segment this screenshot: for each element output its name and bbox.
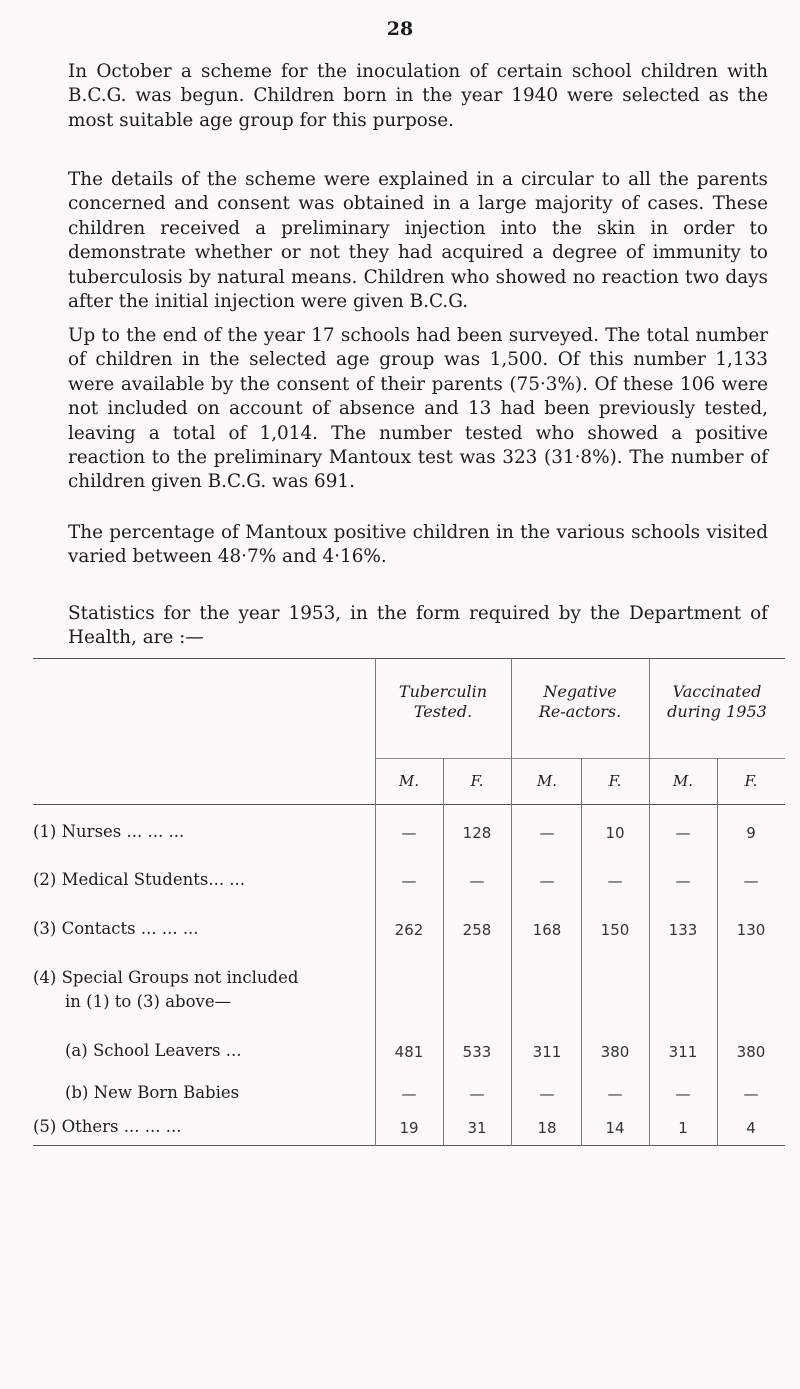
table-cell: 133 <box>668 921 698 939</box>
row-label-others: (5) Others ... ... ... <box>33 1117 182 1136</box>
table-cell: — <box>607 872 623 890</box>
table-top-rule <box>33 658 785 659</box>
table-cell: — <box>539 824 555 842</box>
header-line: Tested. <box>413 702 473 721</box>
row-label-special-groups: (4) Special Groups not included <box>33 968 299 987</box>
table-cell: — <box>539 1085 555 1103</box>
table-cell: 311 <box>668 1043 698 1061</box>
table-bottom-rule <box>33 1145 785 1146</box>
paragraph-inoculation-scheme: In October a scheme for the inoculation of certain school children with B.C.G. was begun. Children born in the year 1940 were selected as the most suitable age group for this purpose. <box>68 61 768 131</box>
row-label-nurses: (1) Nurses ... ... ... <box>33 822 185 841</box>
table-cell: — <box>401 872 417 890</box>
header-line: Negative <box>543 682 617 701</box>
paragraph-mantoux-percentage: The percentage of Mantoux positive children in the various schools visited varied between 48·7% and 4·16%. <box>68 522 768 568</box>
table-cell: — <box>607 1085 623 1103</box>
table-cell: — <box>401 824 417 842</box>
table-cell: 481 <box>394 1043 424 1061</box>
table-cell: 128 <box>462 824 492 842</box>
paragraph-statistics-intro: Statistics for the year 1953, in the form required by the Department of Health, are :— <box>68 603 768 649</box>
statistics-table <box>33 658 785 1137</box>
table-cell: — <box>539 872 555 890</box>
table-divider <box>649 658 650 1146</box>
header-tuberculin-tested <box>375 682 511 722</box>
table-cell: 9 <box>746 824 756 842</box>
row-label-medical-students: (2) Medical Students... ... <box>33 870 246 889</box>
table-cell: — <box>469 1085 485 1103</box>
table-divider <box>511 658 512 1146</box>
row-label-contacts: (3) Contacts ... ... ... <box>33 919 199 938</box>
subheader-female: F. <box>470 772 484 790</box>
table-cell: 380 <box>600 1043 630 1061</box>
table-cell: — <box>743 1085 759 1103</box>
table-cell: 18 <box>537 1119 557 1137</box>
header-line: Re-actors. <box>538 702 622 721</box>
table-cell: 258 <box>462 921 492 939</box>
header-line: Vaccinated <box>672 682 762 701</box>
table-cell: 380 <box>736 1043 766 1061</box>
table-divider <box>717 758 718 1146</box>
table-header-rule <box>33 804 785 805</box>
table-cell: 168 <box>532 921 562 939</box>
table-cell: — <box>401 1085 417 1103</box>
table-divider <box>581 758 582 1146</box>
table-cell: 130 <box>736 921 766 939</box>
subheader-female: F. <box>608 772 622 790</box>
row-label-special-groups-cont: in (1) to (3) above— <box>65 992 232 1011</box>
table-divider <box>375 658 376 1146</box>
table-cell: 10 <box>605 824 625 842</box>
header-line: during 1953 <box>667 702 767 721</box>
subheader-male: M. <box>672 772 694 790</box>
row-label-school-leavers: (a) School Leavers ... <box>65 1041 242 1060</box>
header-negative-reactors <box>511 682 649 722</box>
table-cell: 14 <box>605 1119 625 1137</box>
table-cell: — <box>675 872 691 890</box>
table-cell: — <box>675 1085 691 1103</box>
table-cell: 262 <box>394 921 424 939</box>
row-label-new-born-babies: (b) New Born Babies <box>65 1083 240 1102</box>
table-cell: 533 <box>462 1043 492 1061</box>
table-divider <box>443 758 444 1146</box>
table-cell: 19 <box>399 1119 419 1137</box>
table-cell: 31 <box>467 1119 487 1137</box>
table-cell: — <box>469 872 485 890</box>
subheader-male: M. <box>536 772 558 790</box>
paragraph-scheme-details: The details of the scheme were explained in a circular to all the parents concerned and consent was obtained in a large majority of cases. These children received a preliminary injection into the skin in order to demonstrate whether or not they had acquired a degree of immunity to tuberculosis by natural means. Children who showed no reaction two days after the initial injection were given B.C.G. <box>68 169 768 313</box>
page-number: 28 <box>386 18 414 40</box>
table-subheader-rule <box>375 758 785 759</box>
subheader-female: F. <box>744 772 758 790</box>
table-cell: 4 <box>746 1119 756 1137</box>
paragraph-survey-results: Up to the end of the year 17 schools had been surveyed. The total number of children in the selected age group was 1,500. Of this number 1,133 were available by the consent of their parents (75·3%). Of these 106 were not included on account of absence and 13 had been previously tested, leaving a total of 1,014. The number tested who showed a positive reaction to the preliminary Mantoux test was 323 (31·8%). The number of children given B.C.G. was 691. <box>68 325 768 493</box>
subheader-male: M. <box>398 772 420 790</box>
table-cell: — <box>743 872 759 890</box>
table-cell: 311 <box>532 1043 562 1061</box>
table-cell: — <box>675 824 691 842</box>
table-cell: 1 <box>678 1119 688 1137</box>
header-line: Tuberculin <box>398 682 488 701</box>
table-cell: 150 <box>600 921 630 939</box>
header-vaccinated <box>649 682 785 722</box>
